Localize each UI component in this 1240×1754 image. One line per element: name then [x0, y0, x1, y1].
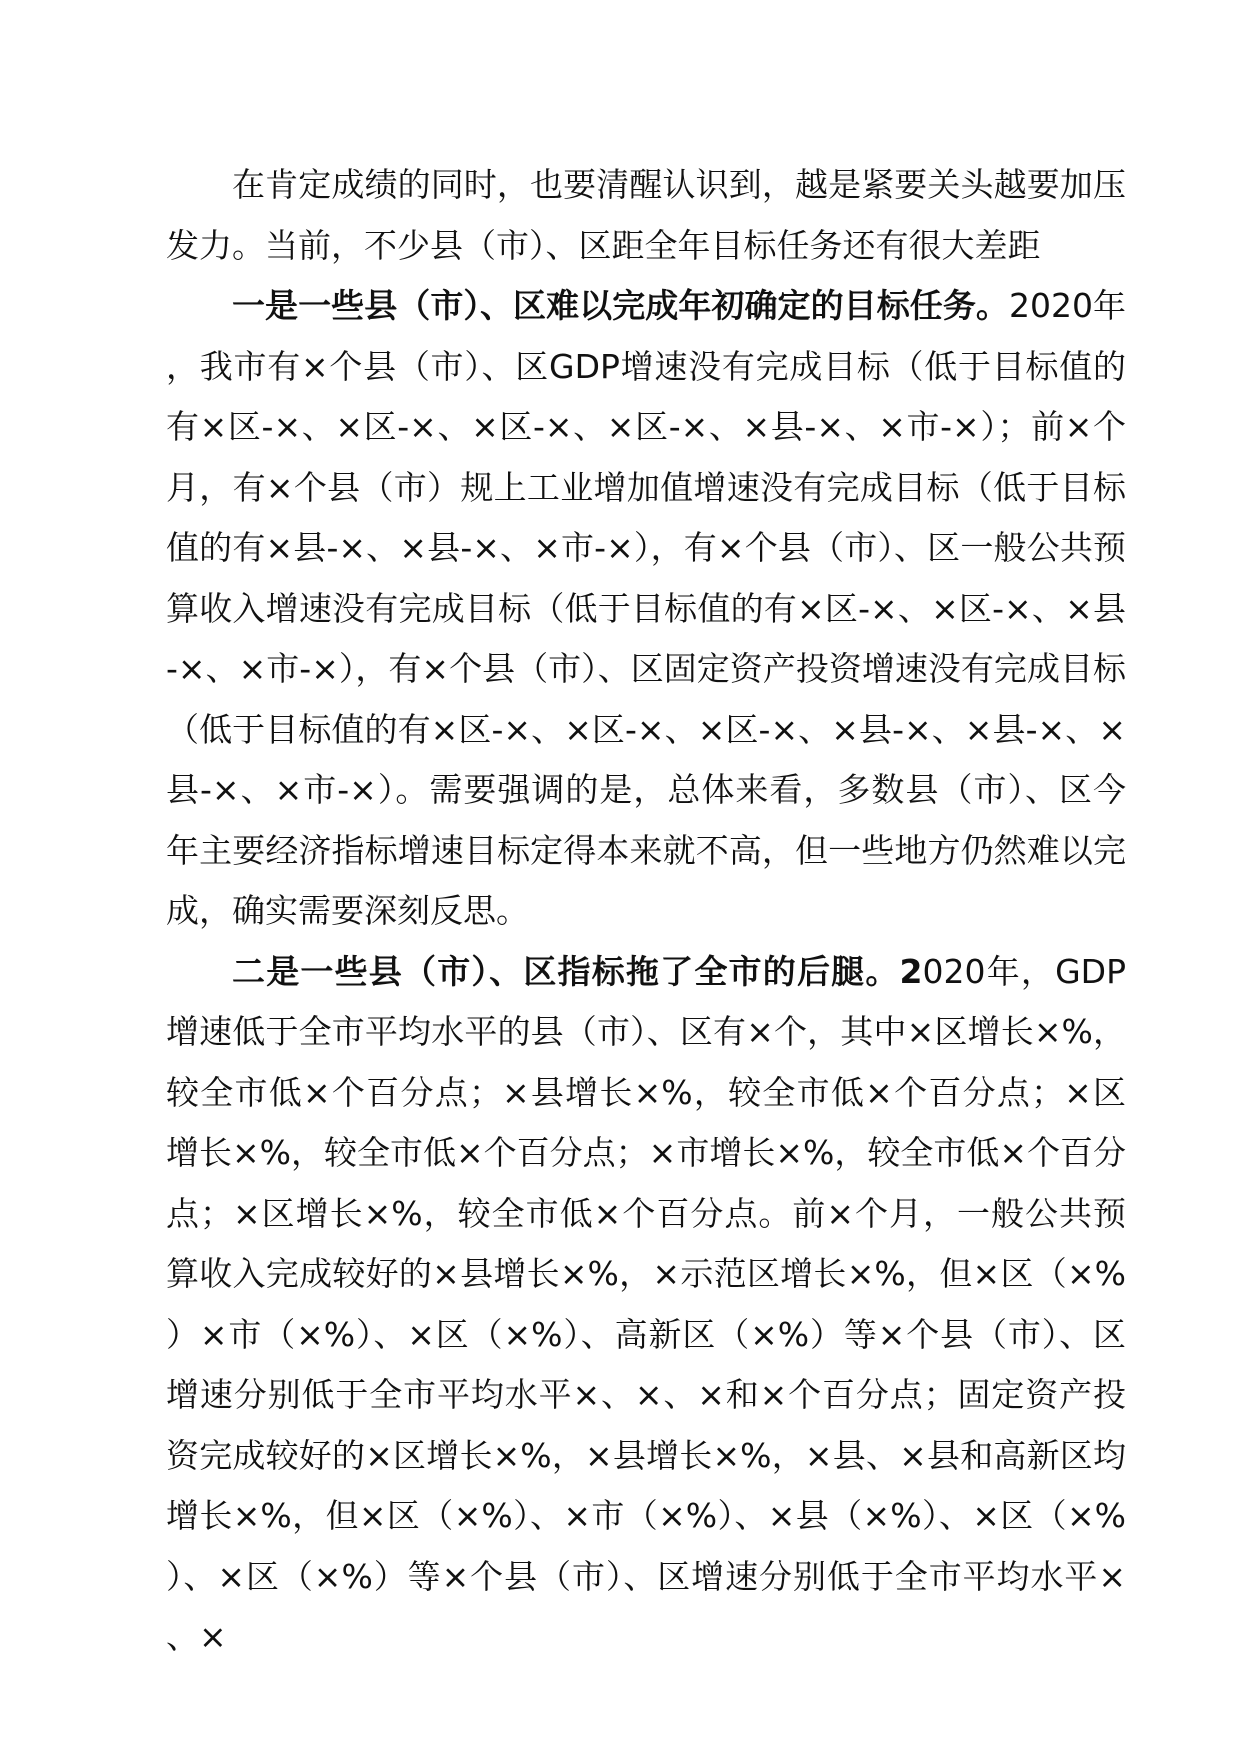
paragraph-intro [166, 155, 1126, 276]
paragraph-point-one [166, 276, 1126, 942]
paragraph-point-two-text: 020年，GDP增速低于全市平均水平的县（市）、区有×个，其中×区增长×%，较全市低×个百分点；×县增长×%，较全市低×个百分点；×区增长×%，较全市低×个百分点；×市增长×%，较全市低×个百分点；×区增长×%，较全市低×个百分点。前×个月，一般公共预算收入完成较好的×县增长×%，×示范区增长×%，但×区（×%）×市（×%）、×区（×%）、高新区（×%）等×个县（市）、区增速分别低于全市平均水平×、×、×和×个百分点；固定资产投资完成较好的×区增长×%，×县增长×%，×县、×县和高新区均增长×%，但×区（×%）、×市（×%）、×县（×%）、×区（×%）、×区（×%）等×个县（市）、区增速分别低于全市平均水平×、× [166, 951, 1126, 1656]
paragraph-point-two [166, 942, 1126, 1668]
paragraph-point-two-lead: 二是一些县（市）、区指标拖了全市的后腿。2 [232, 951, 923, 991]
paragraph-intro-text: 在肯定成绩的同时，也要清醒认识到，越是紧要关头越要加压发力。当前，不少县（市）、区距全年目标任务还有很大差距 [166, 165, 1126, 265]
paragraph-point-one-text: 2020年，我市有×个县（市）、区GDP增速没有完成目标（低于目标值的有×区-×、×区-×、×区-×、×区-×、×县-×、×市-×）；前×个月，有×个县（市）规上工业增加值增速没有完成目标（低于目标值的有×县-×、×县-×、×市-×），有×个县（市）、区一般公共预算收入增速没有完成目标（低于目标值的有×区-×、×区-×、×县-×、×市-×），有×个县（市）、区固定资产投资增速没有完成目标（低于目标值的有×区-×、×区-×、×区-×、×县-×、×县-×、×县-×、×市-×）。需要强调的是，总体来看，多数县（市）、区今年主要经济指标增速目标定得本来就不高，但一些地方仍然难以完成，确实需要深刻反思。 [166, 286, 1127, 930]
paragraph-point-one-lead: 一是一些县（市）、区难以完成年初确定的目标任务。 [232, 286, 1009, 325]
document-body [166, 155, 1126, 1668]
